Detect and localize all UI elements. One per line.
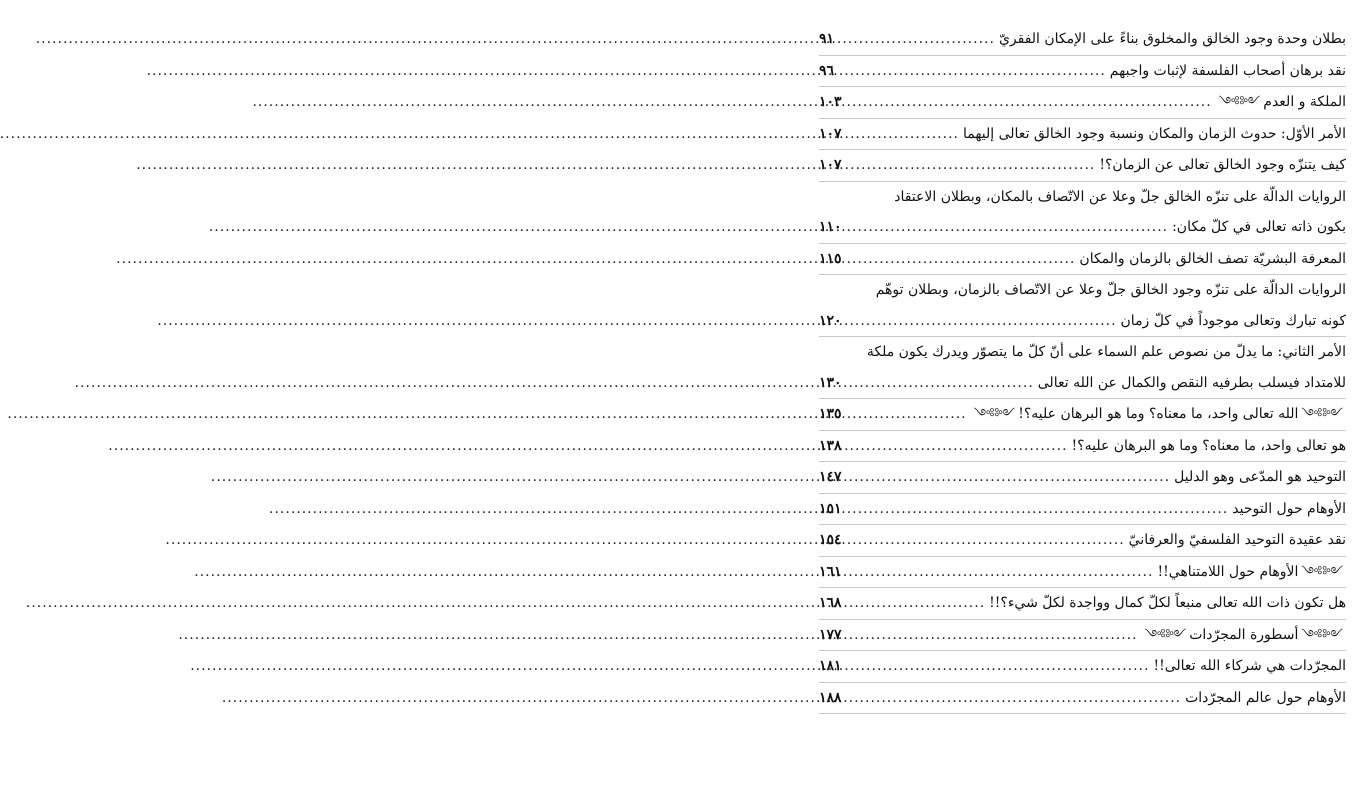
toc-entry-title: كونه تبارك وتعالى موجوداً في كلّ زمان [1120,312,1346,329]
dot-leader [859,462,1170,493]
toc-entry-page: ٩٦ [819,62,835,79]
toc-entry-title-line-1: الروايات الدالّة على تنزّه وجود الخالق جلّ وعلا عن الاتّصاف بالزمان، وبطلان توهّم [875,282,1346,298]
toc-entry-title: الأوهام حول اللامتناهي!! [1157,563,1299,580]
toc-entry-page: ١٥٤ [819,532,842,548]
dot-leader [859,525,1125,556]
toc-entry-line-1[interactable] [819,337,1346,368]
toc-entry-page: ١٣٥ [819,406,842,422]
dot-leader [859,399,967,430]
toc-entry-title: بكون ذاته تعالى في كلّ مكان: [1172,219,1346,235]
toc-entry-page: ١٠٧ [819,125,842,142]
toc-entry-page: ١٧٧ [819,626,842,643]
toc-entry[interactable] [819,24,1346,56]
toc-entry[interactable] [819,683,1346,715]
toc-entry-line-1[interactable] [819,275,1346,306]
ornament-icon: ༺༻ [1218,95,1261,110]
toc-entry-title: هو تعالى واحد، ما معناه؟ وما هو البرهان عليه؟! [1071,437,1346,454]
toc-entry-title: للامتداد فيسلب بطرفيه النقص والكمال عن الله تعالى [1037,374,1346,391]
toc-entry-page: ١٠٣ [819,94,842,110]
toc-section-entry[interactable] [819,557,1346,589]
toc-entry[interactable] [819,56,1346,88]
dot-leader [859,56,1106,87]
toc-entry-page: ١٥١ [819,500,842,517]
toc-entry-page: ١٨٨ [819,689,842,706]
toc-entry[interactable] [819,212,1346,244]
toc-entry[interactable] [819,494,1346,526]
toc-entry-title: المجرّدات هي شركاء الله تعالى!! [1153,658,1346,674]
toc-entry[interactable] [819,244,1346,276]
toc-entry[interactable] [819,431,1346,463]
toc-entry-title: الله تعالى واحد، ما معناه؟ وما هو البرهان عليه؟! [1018,406,1299,422]
ornament-icon: ༺༻ [1301,407,1343,422]
toc-entry-title-line-1: الأمر الثاني: ما يدلّ من نصوص علم السماء على أنّ كلّ ما يتصوّر ويدرك يكون ملكة [866,344,1346,360]
toc-entry[interactable] [819,119,1346,151]
toc-entry-title: بطلان وحدة وجود الخالق والمخلوق بناءً على الإمكان الفقريّ [998,31,1346,47]
dot-leader [859,620,1138,651]
toc-entry-title-line-1: الروايات الدالّة على تنزّه الخالق جلّ وعلا عن الاتّصاف بالمكان، وبطلان الاعتقاد [894,188,1346,205]
toc-entry-page: ١١٠ [819,219,842,235]
dot-leader [859,368,1034,399]
dot-leader [859,588,985,619]
toc-entry-title: الأمر الأوّل: حدوث الزمان والمكان ونسبة وجود الخالق تعالى إليهما [962,125,1346,142]
toc-entry-title: الأوهام حول التوحيد [1232,500,1346,517]
toc-entry-page: ١٠٧ [819,157,842,173]
dot-leader [859,244,1075,275]
toc-entry-title: أسطورة المجرّدات [1189,626,1299,643]
toc-entry-page: ١٨١ [819,658,842,674]
dot-leader [859,306,1117,337]
toc-entry[interactable] [819,306,1346,338]
dot-leader [859,557,1153,588]
toc-entry-line-1[interactable] [819,182,1346,213]
dot-leader [859,87,1212,118]
toc-entry-title: الملكة و العدم [1263,94,1346,110]
toc-section-entry[interactable] [819,87,1346,119]
dot-leader [859,651,1149,682]
toc-entry-title: نقد عقيدة التوحيد الفلسفيّ والعرفانيّ [1128,532,1346,548]
table-of-contents [819,24,1346,714]
toc-entry-title: هل تكون ذات الله تعالى منبعاً لكلّ كمال وواجدة لكلّ شيء؟!! [989,595,1346,611]
dot-leader [859,431,1068,462]
toc-entry-title: كيف يتنزّه وجود الخالق تعالى عن الزمان؟! [1099,157,1346,173]
toc-entry[interactable] [819,525,1346,557]
ornament-icon: ༺༻ [1144,627,1187,643]
dot-leader [859,119,959,150]
toc-section-entry[interactable] [819,399,1346,431]
toc-entry-title: المعرفة البشريّة تصف الخالق بالزمان والمكان [1079,250,1346,267]
toc-entry[interactable] [819,462,1346,494]
toc-entry[interactable] [819,651,1346,683]
toc-entry-page: ١٣٠ [819,374,842,391]
dot-leader [859,494,1228,525]
toc-entry-title: التوحيد هو المدّعى وهو الدليل [1174,469,1346,485]
toc-entry-page: ٩١ [819,31,835,47]
toc-entry-page: ١٤٧ [819,469,842,485]
toc-entry-page: ١٦١ [819,563,842,580]
dot-leader [859,212,1168,243]
toc-entry-page: ١٢٠ [819,312,842,329]
toc-entry-page: ١٣٨ [819,437,842,454]
dot-leader [859,150,1095,181]
toc-entry-page: ١١٥ [819,250,842,267]
toc-entry[interactable] [819,588,1346,620]
dot-leader [859,683,1181,714]
ornament-icon: ༺༻ [973,407,1016,422]
toc-entry[interactable] [819,150,1346,182]
toc-entry-title: الأوهام حول عالم المجرّدات [1185,689,1346,706]
toc-entry-title: نقد برهان أصحاب الفلسفة لإثبات واجبهم [1109,62,1346,79]
toc-entry[interactable] [819,368,1346,400]
toc-entry-page: ١٦٨ [819,595,842,611]
dot-leader [859,24,995,55]
toc-section-entry[interactable] [819,620,1346,652]
ornament-icon: ༺༻ [1301,627,1343,643]
ornament-icon: ༺༻ [1301,564,1343,580]
